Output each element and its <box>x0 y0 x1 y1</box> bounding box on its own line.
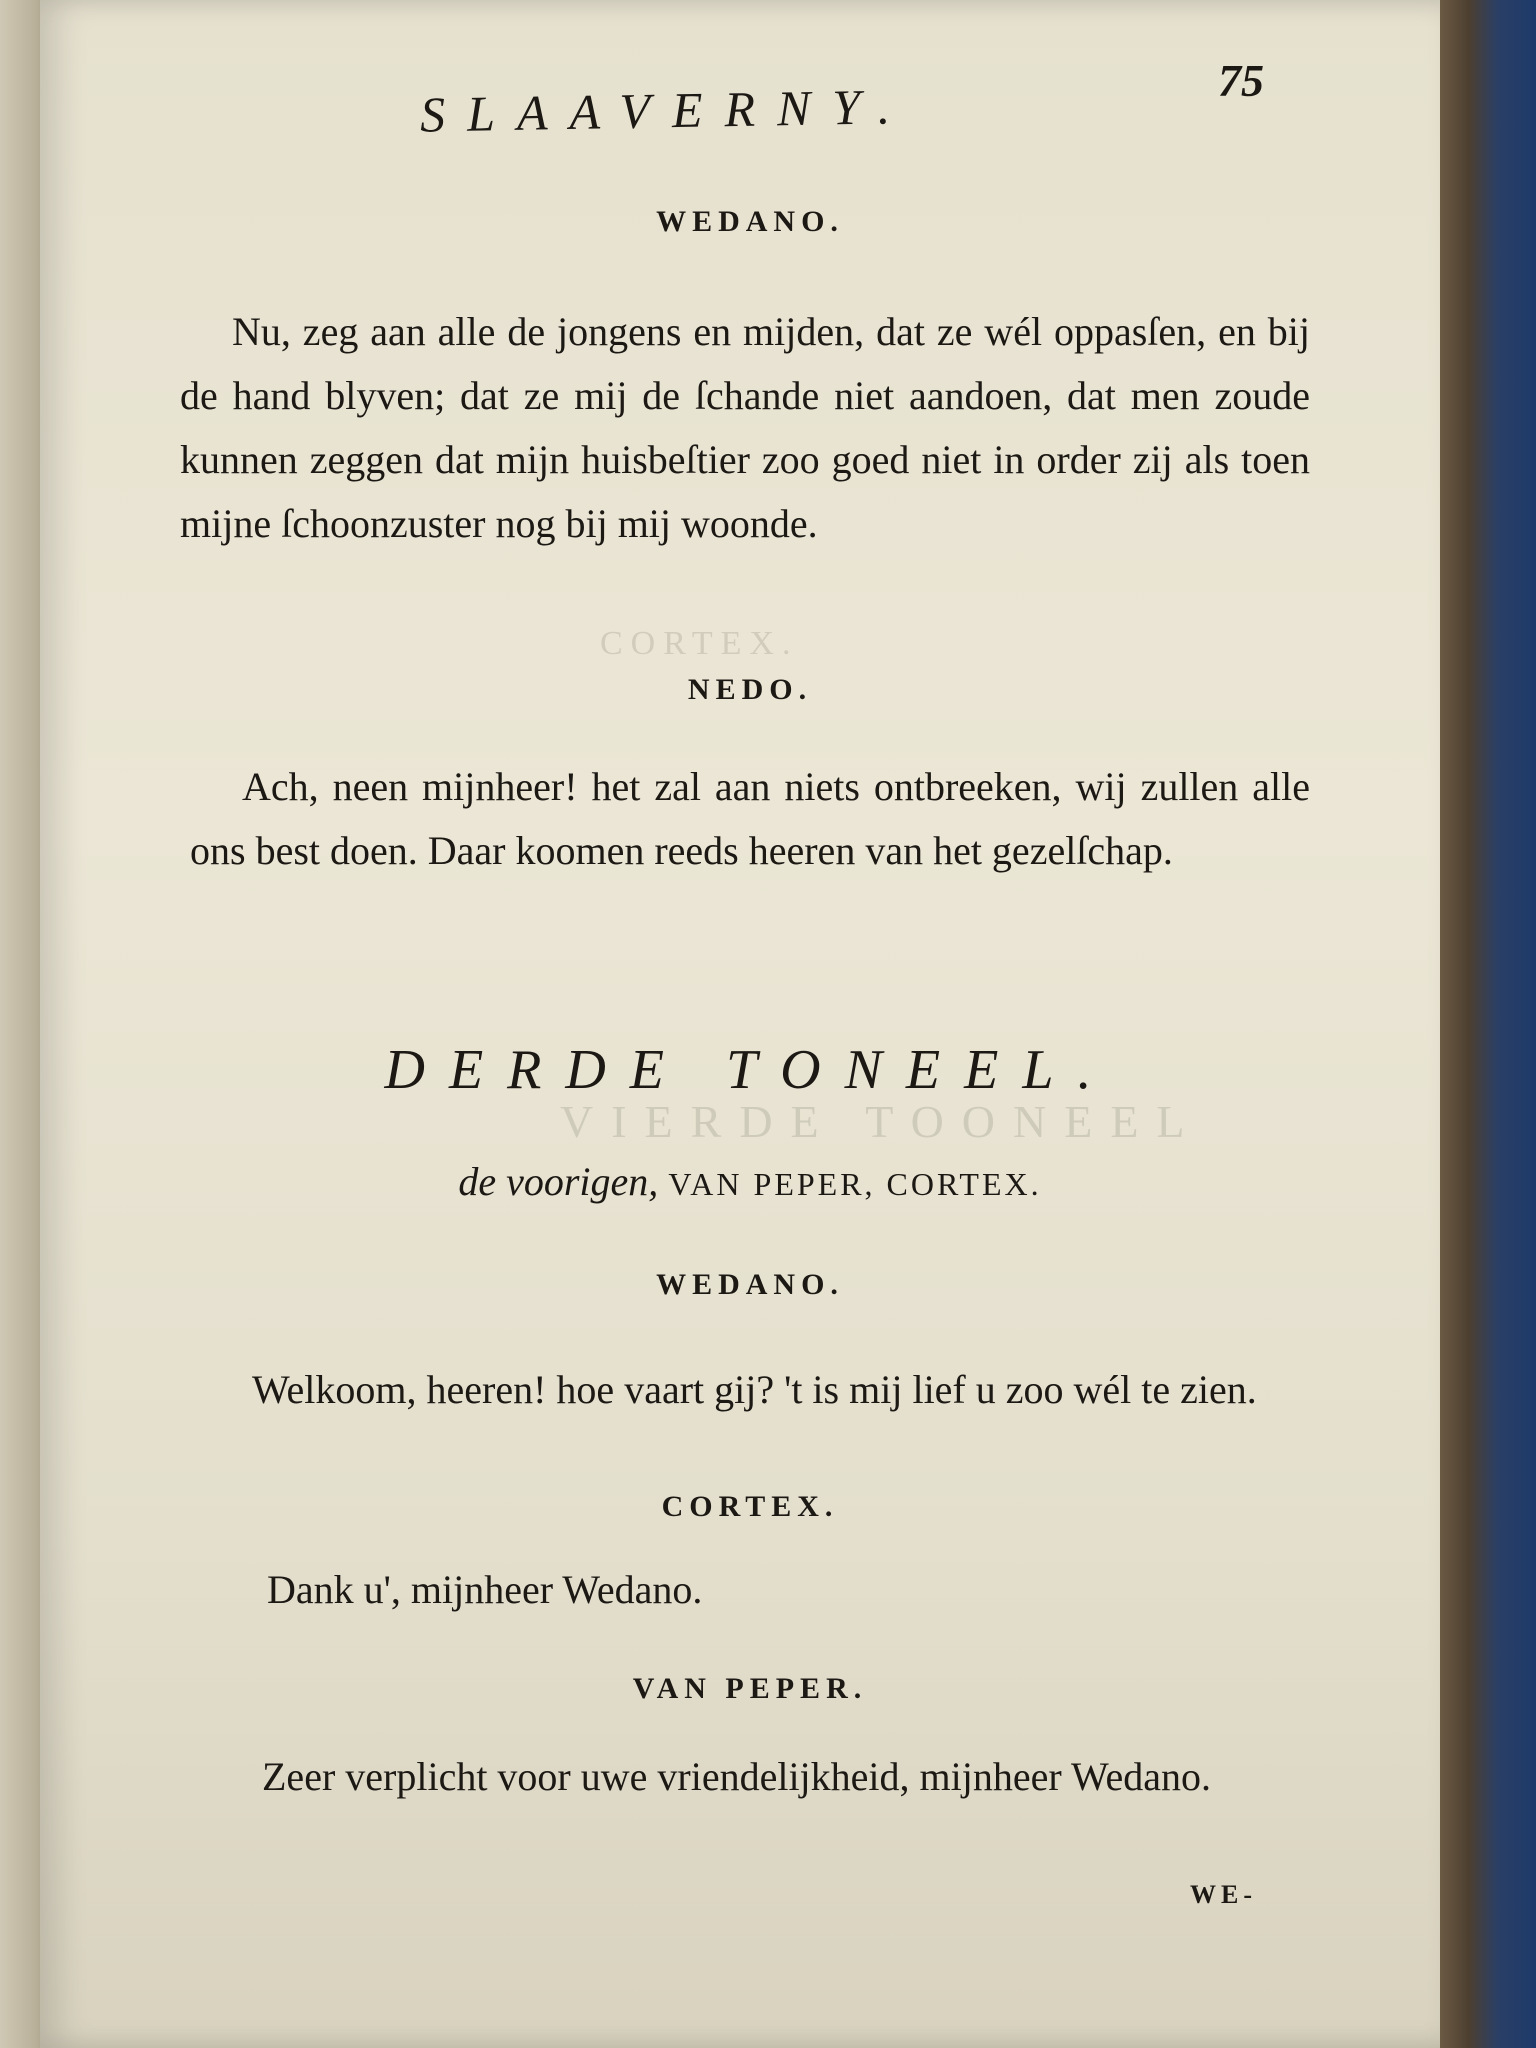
cast-names: VAN PEPER, CORTEX. <box>668 1166 1042 1202</box>
dialogue-paragraph <box>190 755 1310 883</box>
dialogue-paragraph <box>215 1558 1300 1622</box>
dialogue-text: Zeer verplicht voor uwe vriendelijkheid, mijnheer Wedano. <box>262 1754 1212 1799</box>
cast-line <box>40 1158 1460 1205</box>
speaker-name: NEDO. <box>687 673 813 706</box>
speaker-name: VAN PEPER. <box>632 1672 868 1705</box>
dialogue-paragraph <box>200 1358 1300 1422</box>
dialogue-paragraph <box>210 1745 1280 1809</box>
dialogue-text: Nu, zeg aan alle de jongens en mijden, dat ze wél oppasſen, en bij de hand blyven; dat ze mij de ſchande niet aandoen, dat men zoude kunnen zeggen dat mijn huisbeſtier zoo goed niet in order zij als toen mijne ſchoonzuster nog bij mij woonde. <box>180 309 1310 546</box>
speaker-name: WEDANO. <box>656 1268 844 1301</box>
book-page <box>40 0 1466 2048</box>
catchword: WE- <box>1190 1880 1257 1909</box>
show-through-text: VIERDE TOONEEL <box>560 1096 1203 1147</box>
dialogue-text: Dank u', mijnheer Wedano. <box>267 1567 703 1612</box>
page-number: 75 <box>1218 55 1264 106</box>
speaker-name: WEDANO. <box>656 205 844 238</box>
book-spine <box>1440 0 1536 2048</box>
dialogue-text: Ach, neen mijnheer! het zal aan niets ontbreeken, wij zullen alle ons best doen. Daar koomen reeds heeren van het gezelſchap. <box>190 764 1310 873</box>
speaker-name: CORTEX. <box>661 1490 839 1523</box>
show-through-text: CORTEX. <box>600 625 799 662</box>
cast-italic: de voorigen, <box>458 1159 659 1204</box>
dialogue-text: Welkoom, heeren! hoe vaart gij? 't is mij lief u zoo wél te zien. <box>252 1367 1257 1412</box>
scene-title: DERDE TONEEL. <box>384 1039 1116 1101</box>
running-title: SLAAVERNY. <box>419 78 913 143</box>
dialogue-paragraph <box>180 300 1310 556</box>
